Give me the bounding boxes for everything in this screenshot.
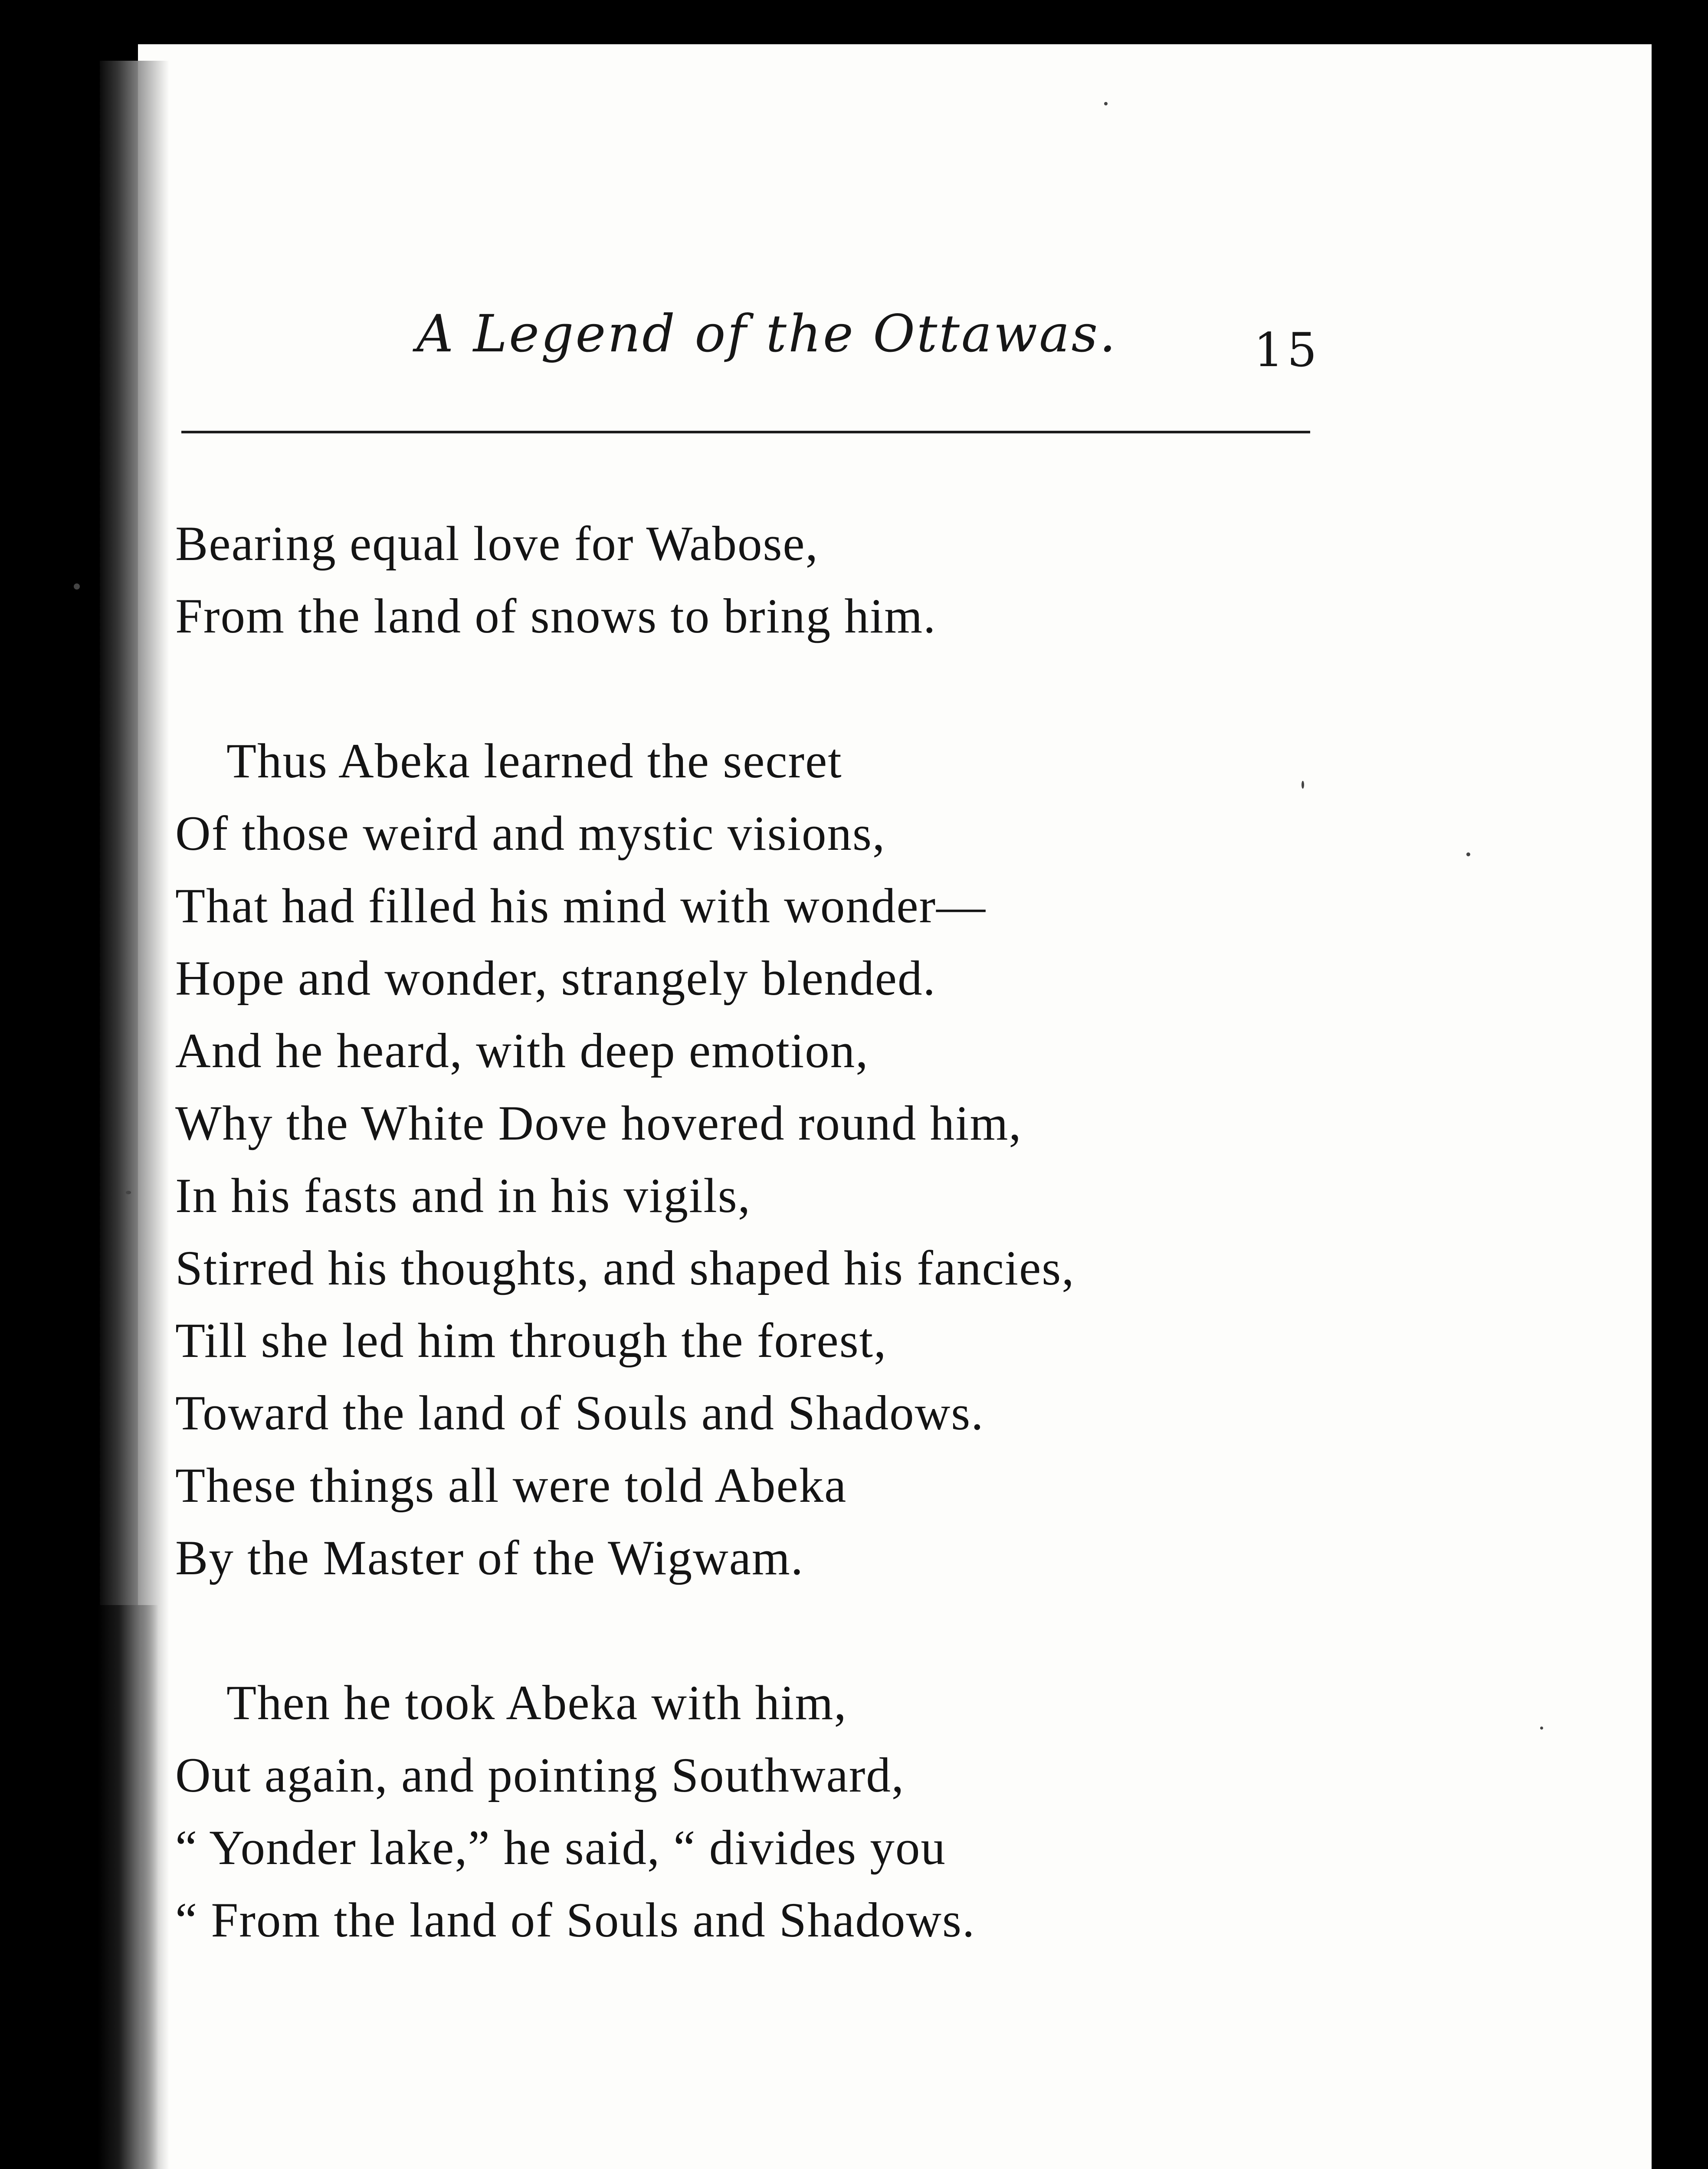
stanza	[175, 725, 1075, 1594]
scan-speck	[1104, 102, 1108, 105]
verse-line: Stirred his thoughts, and shaped his fancies,	[175, 1241, 1075, 1295]
verse-line: Toward the land of Souls and Shadows.	[175, 1386, 984, 1440]
header-rule	[181, 431, 1310, 433]
verse-line: Hope and wonder, strangely blended.	[175, 951, 936, 1006]
verse-line: By the Master of the Wigwam.	[175, 1531, 804, 1585]
verse-line: Bearing equal love for Wabose,	[175, 517, 819, 571]
verse-line: Thus Abeka learned the secret	[226, 734, 843, 788]
scan-speck	[74, 583, 80, 590]
verse-line: Then he took Abeka with him,	[226, 1676, 847, 1730]
verse-line: In his fasts and in his vigils,	[175, 1169, 751, 1223]
poem-body	[175, 508, 1075, 1956]
verse-line: Till she led him through the forest,	[175, 1314, 887, 1368]
binding-gutter-shadow-lower	[98, 1605, 158, 2169]
stanza	[175, 508, 1075, 652]
running-head: A Legend of the Ottawas.	[416, 304, 1118, 364]
scan-speck	[1301, 781, 1304, 789]
verse-line: That had filled his mind with wonder—	[175, 879, 987, 933]
stanza	[175, 1667, 1075, 1956]
verse-line: From the land of snows to bring him.	[175, 589, 937, 643]
verse-line: Why the White Dove hovered round him,	[175, 1096, 1022, 1150]
page-number: 15	[1254, 323, 1321, 377]
scan-speck	[1466, 852, 1470, 856]
verse-line: And he heard, with deep emotion,	[175, 1024, 869, 1078]
verse-line: “ From the land of Souls and Shadows.	[175, 1893, 976, 1947]
verse-line: “ Yonder lake,” he said, “ divides you	[175, 1821, 946, 1875]
scan-speck	[126, 1191, 131, 1194]
verse-line: Of those weird and mystic visions,	[175, 806, 886, 861]
verse-line: These things all were told Abeka	[175, 1458, 847, 1513]
scan-speck	[1540, 1727, 1543, 1730]
verse-line: Out again, and pointing Southward,	[175, 1748, 905, 1802]
